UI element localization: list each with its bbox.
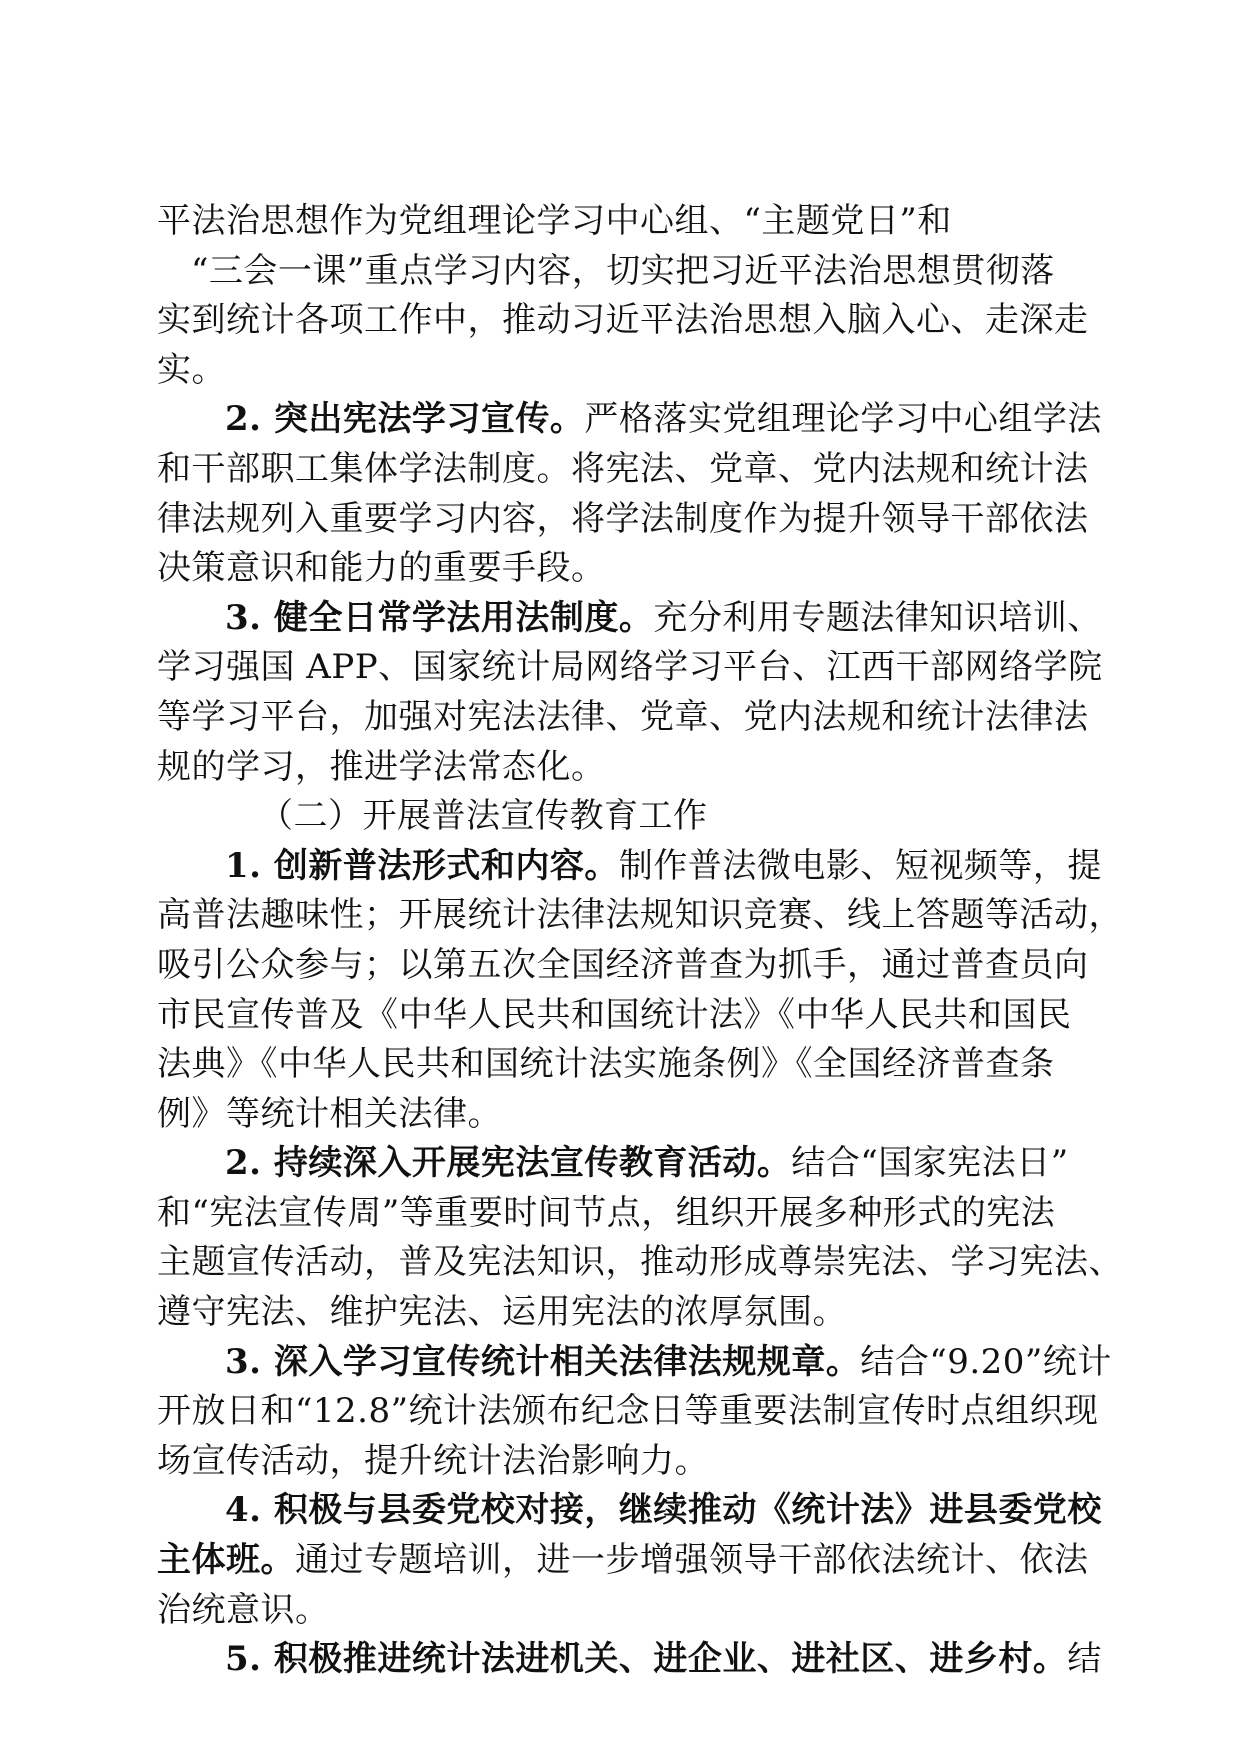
item-heading: 1. 创新普法形式和内容。 <box>225 845 619 886</box>
paragraph-line <box>157 1288 1087 1338</box>
line-text: 和“宪法宣传周”等重要时间节点，组织开展多种形式的宪法 <box>157 1192 1056 1233</box>
item-heading: 主体班。 <box>157 1540 295 1581</box>
line-text: 实。 <box>157 349 226 390</box>
line-text: 规的学习，推进学法常态化。 <box>157 746 606 787</box>
paragraph-line <box>157 197 1087 247</box>
paragraph-line <box>157 693 1087 743</box>
item-text: 严格落实党组理论学习中心组学法 <box>584 399 1102 440</box>
line-text: 实到统计各项工作中，推动习近平法治思想入脑入心、走深走 <box>157 300 1089 341</box>
line-text: 治统意识。 <box>157 1589 330 1630</box>
document-body <box>157 197 1123 1685</box>
item-text: 结合“9.20”统计 <box>860 1341 1112 1382</box>
item-text: 结 <box>1067 1639 1102 1680</box>
line-text: 等学习平台，加强对宪法法律、党章、党内法规和统计法律法 <box>157 696 1089 737</box>
item-text: 结合“国家宪法日” <box>791 1143 1069 1184</box>
paragraph-line <box>157 743 1087 793</box>
item-text: 制作普法微电影、短视频等，提 <box>618 845 1102 886</box>
paragraph-line <box>157 891 1123 941</box>
item-heading: 4. 积极与县委党校对接，继续推动《统计法》进县委党校 <box>225 1490 1102 1531</box>
item-text: 通过专题培训，进一步增强领导干部依法统计、依法 <box>295 1540 1089 1581</box>
item-heading-line <box>157 594 1102 644</box>
paragraph-line <box>157 495 1087 545</box>
line-text: 开放日和“12.8”统计法颁布纪念日等重要法制宣传时点组织现 <box>157 1391 1099 1432</box>
paragraph-line <box>157 643 1103 693</box>
paragraph-line <box>157 346 1087 396</box>
paragraph-line <box>157 1090 1087 1140</box>
line-text: “三会一课”重点学习内容，切实把习近平法治思想贯彻落 <box>191 250 1055 291</box>
paragraph-line <box>157 1238 1123 1288</box>
paragraph-line <box>157 1040 1087 1090</box>
paragraph-line <box>157 247 1087 297</box>
paragraph-line <box>157 941 1087 991</box>
item-text: 充分利用专题法律知识培训、 <box>653 597 1102 638</box>
paragraph-line <box>157 296 1087 346</box>
item-heading: 2. 持续深入开展宪法宣传教育活动。 <box>225 1143 792 1184</box>
section-title: （二）开展普法宣传教育工作 <box>259 796 708 837</box>
item-heading-line <box>157 1486 1102 1536</box>
line-text: 决策意识和能力的重要手段。 <box>157 548 606 589</box>
paragraph-line <box>157 544 1087 594</box>
paragraph-line <box>157 1387 1099 1437</box>
line-text: 律法规列入重要学习内容，将学法制度作为提升领导干部依法 <box>157 498 1089 539</box>
item-heading: 3. 健全日常学法用法制度。 <box>225 597 654 638</box>
line-text: 吸引公众参与；以第五次全国经济普查为抓手，通过普查员向 <box>157 944 1089 985</box>
line-text: 法典》《中华人民共和国统计法实施条例》《全国经济普查条 <box>157 1044 1055 1085</box>
line-text: 市民宣传普及《中华人民共和国统计法》《中华人民共和国民 <box>157 994 1072 1035</box>
item-heading-line <box>157 395 1102 445</box>
paragraph-line <box>157 1189 1087 1239</box>
item-heading-continuation <box>157 1536 1087 1586</box>
line-text: 学习强国 APP、国家统计局网络学习平台、江西干部网络学院 <box>157 647 1103 688</box>
line-text: 例》等统计相关法律。 <box>157 1093 502 1134</box>
item-heading: 3. 深入学习宣传统计相关法律法规规章。 <box>225 1341 861 1382</box>
item-heading: 2. 突出宪法学习宣传。 <box>225 399 585 440</box>
item-heading: 5. 积极推进统计法进机关、进企业、进社区、进乡村。 <box>225 1639 1068 1680</box>
item-heading-line <box>157 842 1102 892</box>
line-text: 场宣传活动，提升统计法治影响力。 <box>157 1440 709 1481</box>
item-heading-line <box>157 1635 1102 1685</box>
line-text: 高普法趣味性；开展统计法律法规知识竞赛、线上答题等活动， <box>157 895 1123 936</box>
paragraph-line <box>157 1437 1087 1487</box>
paragraph-line <box>157 1586 1087 1636</box>
paragraph-line <box>157 445 1087 495</box>
item-heading-line <box>157 1338 1112 1388</box>
line-text: 和干部职工集体学法制度。将宪法、党章、党内法规和统计法 <box>157 448 1089 489</box>
line-text: 遵守宪法、维护宪法、运用宪法的浓厚氛围。 <box>157 1292 847 1333</box>
paragraph-line <box>157 991 1087 1041</box>
line-text: 平法治思想作为党组理论学习中心组、“主题党日”和 <box>157 201 952 241</box>
item-heading-line <box>157 1139 1087 1189</box>
section-heading <box>157 792 1087 842</box>
line-text: 主题宣传活动，普及宪法知识，推动形成尊崇宪法、学习宪法、 <box>157 1242 1123 1283</box>
